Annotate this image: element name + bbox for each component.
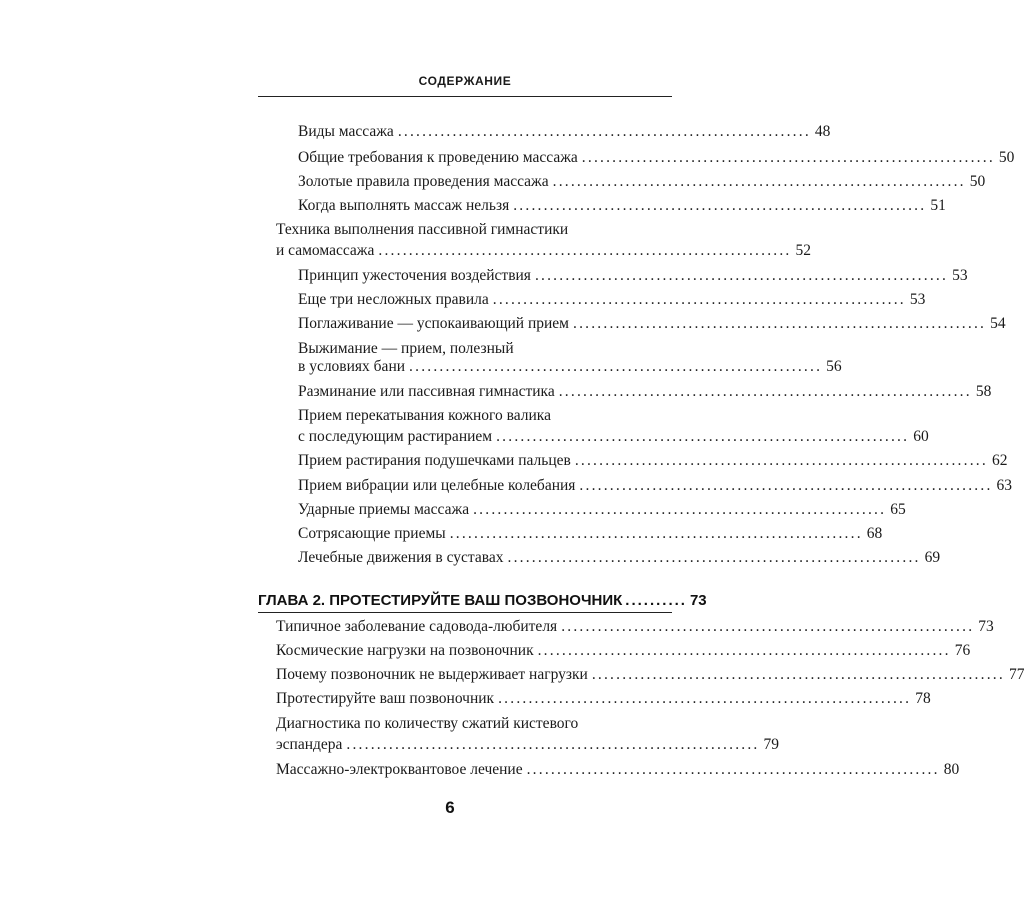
toc-entry <box>298 382 992 402</box>
toc-leader: .................................................................... <box>552 173 966 190</box>
toc-entry-page: 63 <box>996 477 1013 494</box>
toc-entry-page: 68 <box>866 525 883 542</box>
toc-entry-page: 73 <box>978 618 994 635</box>
toc-entry-title: эспандера <box>276 736 343 753</box>
toc-entry-page: 69 <box>924 549 941 566</box>
toc-leader: .................................................................... <box>526 761 940 778</box>
toc-entry-title: Когда выполнять массаж нельзя <box>298 197 510 214</box>
toc-entry <box>276 641 971 661</box>
toc-entry <box>276 760 960 780</box>
toc-leader: .................................................................... <box>409 358 823 375</box>
chapter-page: 73 <box>689 592 707 609</box>
toc-entry-page: 53 <box>909 291 926 308</box>
toc-entry-title: Виды массажа <box>298 123 394 140</box>
toc-entry-title: Лечебные движения в суставах <box>298 549 504 566</box>
toc-entry <box>298 148 1015 168</box>
toc-leader: .................................................................... <box>574 452 988 469</box>
toc-entry <box>298 500 906 520</box>
toc-entry-title: Космические нагрузки на позвоночник <box>276 642 534 659</box>
toc-entry-page: 54 <box>990 315 1006 332</box>
toc-leader: .................................................................... <box>558 383 972 400</box>
toc-entry-page: 52 <box>795 242 811 259</box>
toc-entry-title: Прием растирания подушечками пальцев <box>298 452 571 469</box>
toc-entry-page: 62 <box>991 452 1008 469</box>
toc-entry <box>298 427 929 447</box>
toc-entry-page: 58 <box>975 383 992 400</box>
toc-entry <box>276 241 811 261</box>
toc-leader: .................................................................... <box>346 736 760 753</box>
toc-entry-page: 76 <box>954 642 971 659</box>
toc-entry-title: Протестируйте ваш позвоночник <box>276 690 495 707</box>
toc-entry-title: и самомассажа <box>276 242 375 259</box>
toc-entry <box>298 314 1006 334</box>
toc-entry <box>298 290 926 310</box>
toc-entry-page: 77 <box>1008 666 1024 683</box>
toc-entry <box>276 735 780 755</box>
toc-leader: .................................................................... <box>498 690 912 707</box>
toc-leader: .................................................................... <box>537 642 951 659</box>
toc-entry-title-line1: Прием перекатывания кожного валика <box>298 407 551 424</box>
toc-entry-title: Почему позвоночник не выдерживает нагрузки <box>276 666 588 683</box>
toc-leader: .................................................................... <box>591 666 1005 683</box>
toc-entry <box>276 665 1024 685</box>
toc-leader: .................................................................... <box>397 123 811 140</box>
chapter-rule <box>258 612 672 613</box>
toc-entry <box>298 172 986 192</box>
toc-entry <box>298 196 946 216</box>
toc-leader: .................................................................... <box>579 477 993 494</box>
toc-entry-title: Массажно-электроквантовое лечение <box>276 761 523 778</box>
toc-leader: .................................................................... <box>449 525 863 542</box>
toc-leader: .................................................................... <box>492 291 906 308</box>
page-number: 6 <box>445 798 455 817</box>
toc-entry-page: 65 <box>890 501 906 518</box>
toc-leader: .................................................................... <box>378 242 792 259</box>
toc-leader: .................................................................... <box>581 149 995 166</box>
toc-leader: .......... <box>625 592 687 609</box>
toc-entry <box>298 357 842 377</box>
toc-entry-title: Разминание или пассивная гимнастика <box>298 383 555 400</box>
toc-entry-title-line1: Выжимание — прием, полезный <box>298 340 514 357</box>
toc-leader: .................................................................... <box>513 197 927 214</box>
toc-entry <box>298 548 941 568</box>
toc-leader: .................................................................... <box>561 618 975 635</box>
toc-entry <box>298 476 1013 496</box>
toc-leader: .................................................................... <box>534 267 949 284</box>
toc-entry-title: Золотые правила проведения массажа <box>298 173 549 190</box>
toc-entry <box>298 451 1008 471</box>
toc-entry-title-line1: Диагностика по количеству сжатий кистевого <box>276 715 579 732</box>
page-header: СОДЕРЖАНИЕ <box>418 74 512 88</box>
toc-entry-title-line1: Техника выполнения пассивной гимнастики <box>276 221 569 238</box>
toc-entry <box>298 266 968 286</box>
toc-entry-page: 80 <box>943 761 960 778</box>
toc-entry-title: с последующим растиранием <box>298 428 493 445</box>
toc-entry-page: 50 <box>998 149 1015 166</box>
toc-entry-title: Еще три несложных правила <box>298 291 489 308</box>
toc-entry-title: в условиях бани <box>298 358 406 375</box>
toc-entry-title: Общие требования к проведению массажа <box>298 149 578 166</box>
toc-entry-page: 53 <box>952 267 968 284</box>
toc-entry-page: 78 <box>915 690 931 707</box>
toc-entry-page: 50 <box>969 173 986 190</box>
toc-entry <box>276 617 994 637</box>
toc-leader: .................................................................... <box>507 549 921 566</box>
toc-entry-title: Поглаживание — успокаивающий прием <box>298 315 569 332</box>
toc-entry-page: 48 <box>814 123 831 140</box>
toc-entry-title: Прием вибрации или целебные колебания <box>298 477 576 494</box>
toc-entry <box>298 122 831 142</box>
toc-entry <box>298 524 883 544</box>
toc-entry-title: Типичное заболевание садовода-любителя <box>276 618 558 635</box>
toc-leader: .................................................................... <box>473 501 887 518</box>
toc-entry-page: 51 <box>930 197 946 214</box>
toc-entry <box>276 689 931 709</box>
toc-leader: .................................................................... <box>496 428 910 445</box>
toc-entry-page: 79 <box>763 736 780 753</box>
toc-leader: .................................................................... <box>573 315 987 332</box>
toc-entry-title: Ударные приемы массажа <box>298 501 470 518</box>
toc-entry-page: 60 <box>913 428 929 445</box>
toc-entry-title: Сотрясающие приемы <box>298 525 446 542</box>
toc-entry-title: Принцип ужесточения воздействия <box>298 267 531 284</box>
chapter-title: ГЛАВА 2. ПРОТЕСТИРУЙТЕ ВАШ ПОЗВОНОЧНИК <box>258 592 623 609</box>
chapter-heading <box>258 592 707 609</box>
toc-entry-page: 56 <box>826 358 842 375</box>
